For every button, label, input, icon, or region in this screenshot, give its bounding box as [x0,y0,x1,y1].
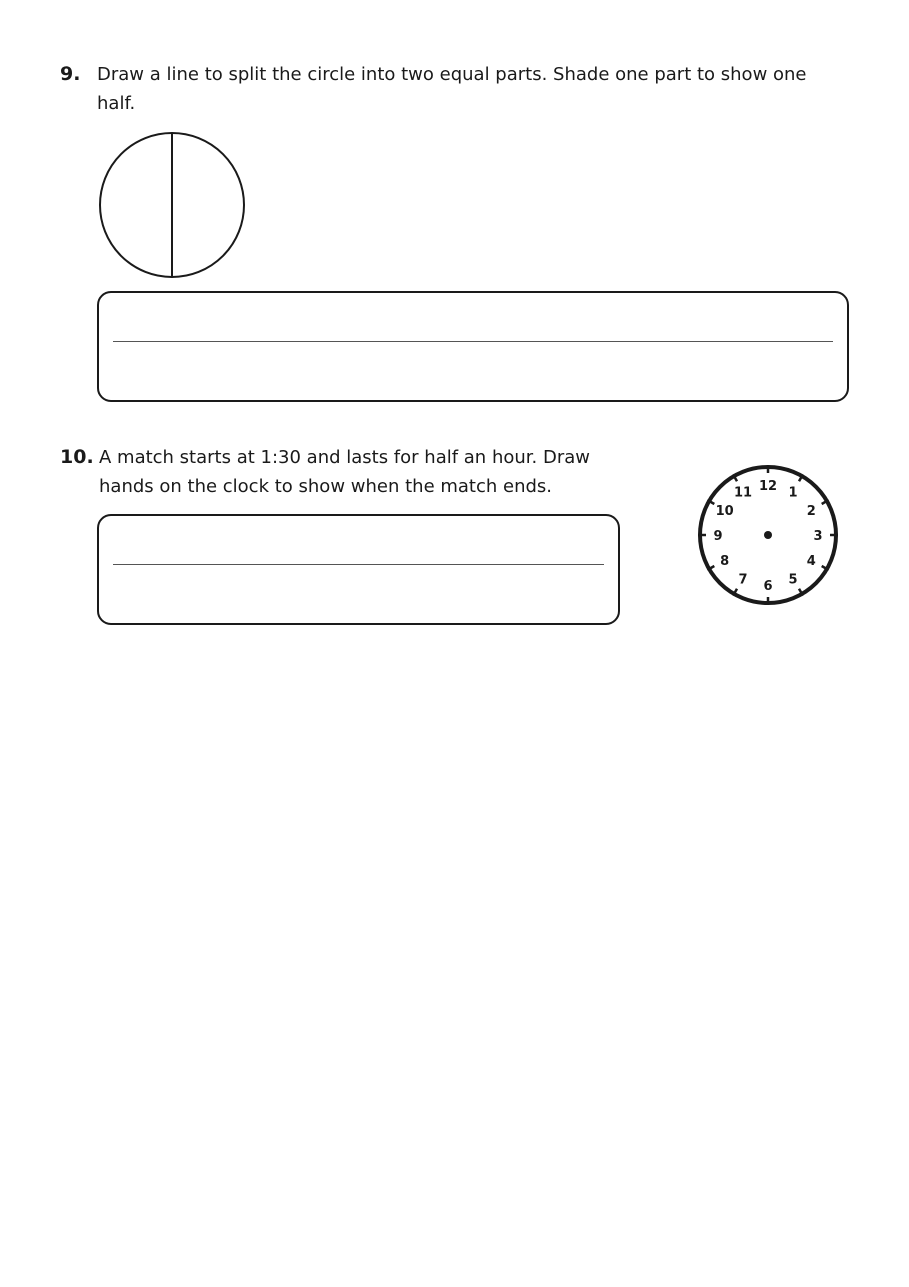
question-text: Draw a line to split the circle into two equal parts. Shade one part to show one [97,64,807,85]
answer-line [113,341,833,342]
clock-numeral: 11 [733,485,753,501]
answer-line [113,564,604,565]
question-text-continued: hands on the clock to show when the match ends. [99,476,553,497]
clock-numeral: 4 [806,554,816,569]
question-text-continued: half. [97,93,136,114]
clock-face[interactable] [696,463,840,607]
answer-box[interactable] [97,514,620,625]
answer-box[interactable] [97,291,849,402]
question-number: 9. [60,63,81,85]
clock-numeral: 6 [763,579,773,594]
clock-numeral: 3 [813,529,823,544]
question-text: A match starts at 1:30 and lasts for half an hour. Draw [99,447,590,468]
clock-numeral: 2 [806,504,816,519]
split-circle-figure [96,129,248,281]
clock-numeral: 8 [720,554,730,569]
clock-numeral: 12 [758,479,778,494]
clock-numeral: 10 [715,504,734,519]
clock-numeral: 9 [713,529,723,544]
question-number: 10. [60,446,94,468]
clock-numeral: 1 [788,485,798,501]
clock-numeral: 5 [788,572,798,588]
clock-numeral: 7 [738,572,748,588]
clock-center-dot [764,531,772,539]
